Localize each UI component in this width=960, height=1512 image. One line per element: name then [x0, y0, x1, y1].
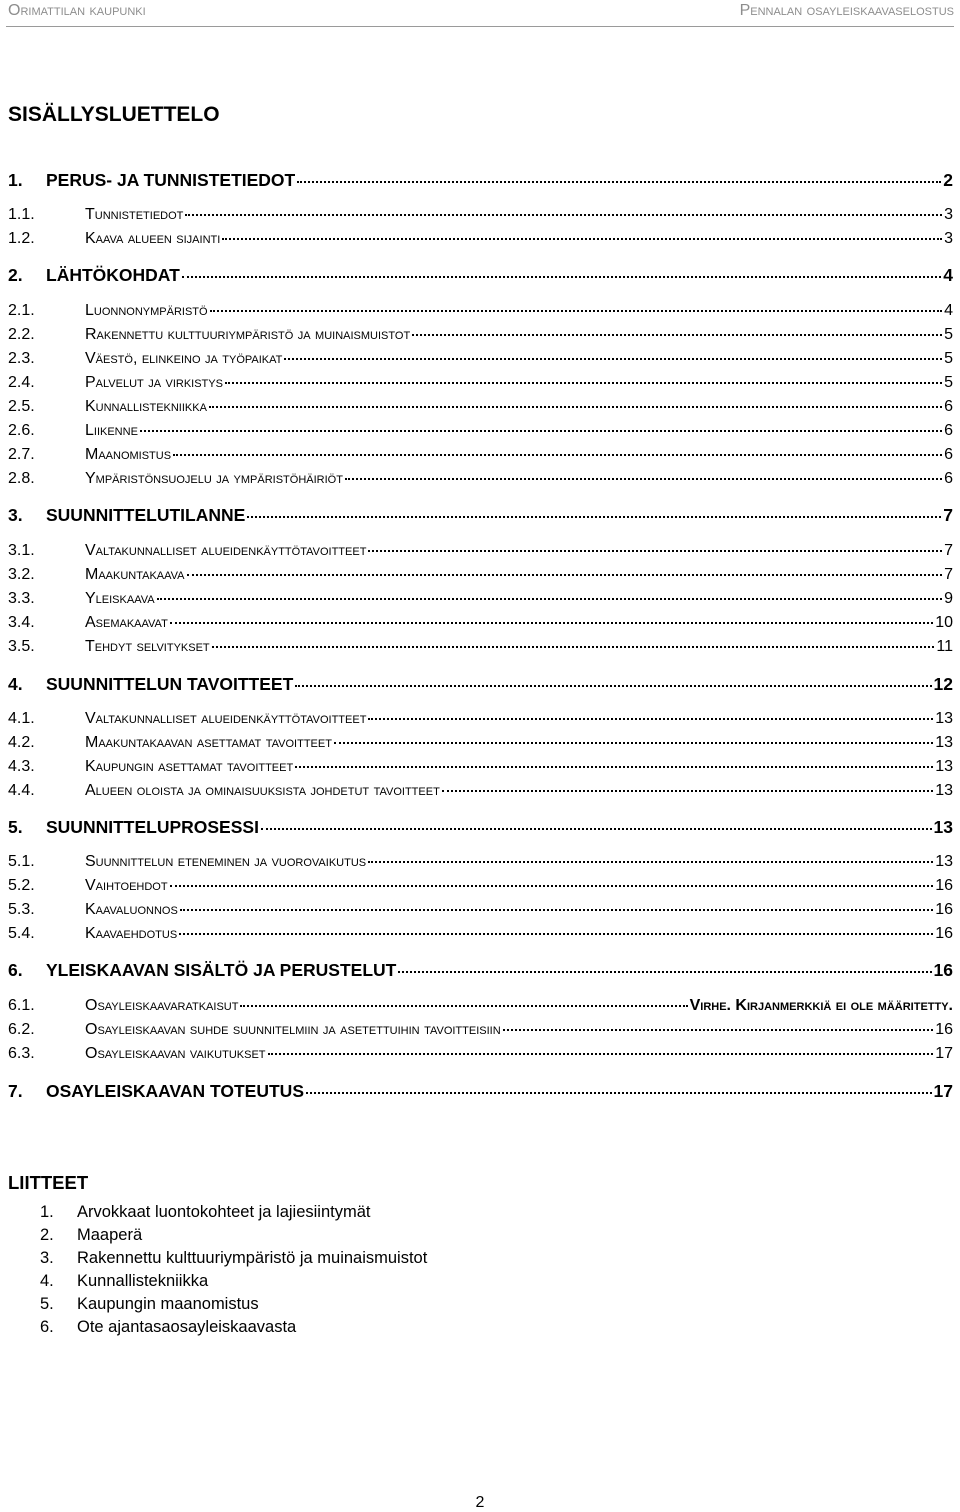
toc-entry-number: 2.2.: [8, 326, 35, 343]
toc-entry-number: 2.5.: [8, 398, 35, 415]
toc-entry-number: 7.: [8, 1081, 23, 1101]
toc-entry[interactable]: [8, 470, 953, 492]
toc-entry-number: 3.2.: [8, 566, 35, 583]
toc-dot-leader: [295, 766, 933, 768]
toc-entry-title: Ympäristönsuojelu ja ympäristöhäiriöt: [85, 470, 343, 487]
toc-entry-page: 17: [933, 1081, 953, 1101]
toc-entry-page: 16: [933, 960, 953, 980]
toc-dot-leader: [225, 382, 942, 384]
toc-entry-page: 17: [935, 1045, 953, 1062]
toc-entry[interactable]: [8, 326, 953, 348]
toc-entry-title: Vaihtoehdot: [85, 877, 168, 894]
toc-entry-number: 1.1.: [8, 206, 35, 223]
toc-entry-number: 4.3.: [8, 758, 35, 775]
toc-entry-number: 4.4.: [8, 782, 35, 799]
toc-entry-number: 5.3.: [8, 901, 35, 918]
toc-entry-number: 4.2.: [8, 734, 35, 751]
toc-dot-leader: [179, 933, 933, 935]
toc-entry-page: 13: [933, 817, 953, 837]
annex-number: 1.: [40, 1203, 54, 1221]
toc-dot-leader: [140, 430, 942, 432]
toc-entry[interactable]: [8, 901, 953, 923]
toc-entry-page: 12: [933, 674, 953, 694]
toc-entry-page: 13: [935, 734, 953, 751]
toc-entry-number: 1.2.: [8, 230, 35, 247]
toc-entry-page: 5: [944, 326, 953, 343]
toc-entry-title: SUUNNITTELUPROSESSI: [46, 817, 259, 837]
toc-entry-page: 9: [944, 590, 953, 607]
toc-entry-number: 5.2.: [8, 877, 35, 894]
toc-dot-leader: [442, 790, 933, 792]
toc-entry-title: Palvelut ja virkistys: [85, 374, 223, 391]
toc-entry[interactable]: [8, 960, 953, 984]
toc-entry[interactable]: [8, 542, 953, 564]
toc-entry-number: 3.1.: [8, 542, 35, 559]
annex-number: 2.: [40, 1226, 54, 1244]
annex-item: [40, 1295, 259, 1314]
toc-entry-title: Kaavaluonnos: [85, 901, 178, 918]
toc-entry-page: 5: [944, 350, 953, 367]
toc-title: SISÄLLYSLUETTELO: [8, 103, 220, 126]
toc-dot-leader: [345, 478, 942, 480]
toc-entry-number: 3.4.: [8, 614, 35, 631]
toc-entry-title: Kunnallistekniikka: [85, 398, 207, 415]
toc-entry-page: 13: [935, 853, 953, 870]
toc-entry-number: 5.4.: [8, 925, 35, 942]
toc-entry-page: 3: [944, 230, 953, 247]
toc-entry[interactable]: [8, 674, 953, 698]
toc-dot-leader: [268, 1053, 934, 1055]
toc-entry[interactable]: [8, 1021, 953, 1043]
toc-entry[interactable]: [8, 1081, 953, 1105]
toc-entry[interactable]: [8, 398, 953, 420]
toc-entry-page: 4: [944, 302, 953, 319]
toc-entry-title: Maakuntakaavan asettamat tavoitteet: [85, 734, 332, 751]
annex-text: Maaperä: [77, 1226, 143, 1244]
annex-number: 6.: [40, 1318, 54, 1336]
toc-entry[interactable]: [8, 590, 953, 612]
toc-entry-number: 6.2.: [8, 1021, 35, 1038]
toc-entry-page: 16: [935, 901, 953, 918]
toc-entry[interactable]: [8, 734, 953, 756]
toc-dot-leader: [295, 685, 931, 687]
toc-dot-leader: [368, 861, 933, 863]
toc-dot-leader: [261, 828, 932, 830]
toc-dot-leader: [210, 310, 943, 312]
toc-entry-page: 6: [944, 398, 953, 415]
toc-entry[interactable]: [8, 302, 953, 324]
toc-entry[interactable]: [8, 877, 953, 899]
page-header: [0, 0, 960, 26]
toc-entry[interactable]: [8, 614, 953, 636]
toc-entry-number: 3.: [8, 505, 23, 525]
toc-entry-title: Luonnonympäristö: [85, 302, 208, 319]
toc-entry-title: Kaava alueen sijainti: [85, 230, 221, 247]
toc-entry[interactable]: [8, 374, 953, 396]
toc-entry[interactable]: [8, 997, 953, 1019]
toc-entry-title: Osayleiskaavan suhde suunnitelmiin ja asetettuihin tavoitteisiin: [85, 1021, 501, 1038]
toc-entry-page: 6: [944, 446, 953, 463]
toc-entry-title: YLEISKAAVAN SISÄLTÖ JA PERUSTELUT: [46, 960, 397, 980]
toc-entry-title: Kaupungin asettamat tavoitteet: [85, 758, 294, 775]
toc-entry[interactable]: [8, 710, 953, 732]
toc-entry-title: Valtakunnalliset alueidenkäyttötavoitteet: [85, 710, 367, 727]
toc-entry-page: 7: [944, 566, 953, 583]
toc-entry-number: 6.1.: [8, 997, 35, 1014]
toc-entry-title: Suunnittelun eteneminen ja vuorovaikutus: [85, 853, 367, 870]
toc-entry-number: 3.3.: [8, 590, 35, 607]
toc-dot-leader: [284, 358, 942, 360]
toc-dot-leader: [503, 1029, 934, 1031]
toc-entry-number: 2.1.: [8, 302, 35, 319]
toc-entry-title: Osayleiskaavan vaikutukset: [85, 1045, 266, 1062]
toc-entry-number: 2.8.: [8, 470, 35, 487]
annex-item: [40, 1203, 371, 1222]
toc-dot-leader: [185, 214, 942, 216]
toc-entry-title: Alueen oloista ja ominaisuuksista johdetut tavoitteet: [85, 782, 440, 799]
annex-number: 4.: [40, 1272, 54, 1290]
annex-item: [40, 1226, 142, 1245]
toc-entry-title: Osayleiskaavaratkaisut: [85, 997, 239, 1014]
toc-entry-page: 7: [943, 505, 953, 525]
toc-dot-leader: [182, 276, 941, 278]
toc-entry[interactable]: [8, 265, 953, 289]
toc-entry-page: 13: [935, 758, 953, 775]
toc-dot-leader: [187, 574, 943, 576]
toc-entry-number: 6.3.: [8, 1045, 35, 1062]
annex-number: 3.: [40, 1249, 54, 1267]
toc-dot-leader: [209, 406, 942, 408]
toc-dot-leader: [170, 622, 933, 624]
annex-text: Ote ajantasaosayleiskaavasta: [77, 1318, 297, 1336]
toc-entry-title: Valtakunnalliset alueidenkäyttötavoitteet: [85, 542, 367, 559]
toc-entry-title: Liikenne: [85, 422, 138, 439]
toc-entry[interactable]: [8, 758, 953, 780]
toc-entry-title: SUUNNITTELUTILANNE: [46, 505, 246, 525]
toc-entry-title: Asemakaavat: [85, 614, 168, 631]
toc-entry-page: 13: [935, 710, 953, 727]
toc-entry-page: 10: [935, 614, 953, 631]
toc-dot-leader: [173, 454, 942, 456]
annex-item: [40, 1318, 296, 1337]
toc-entry-number: 4.1.: [8, 710, 35, 727]
toc-dot-leader: [157, 598, 943, 600]
toc-entry-title: LÄHTÖKOHDAT: [46, 265, 180, 285]
toc-entry[interactable]: [8, 817, 953, 841]
toc-dot-leader: [398, 971, 931, 973]
toc-entry-number: 5.: [8, 817, 23, 837]
toc-entry-number: 2.3.: [8, 350, 35, 367]
toc-dot-leader: [334, 742, 933, 744]
toc-entry-page: 16: [935, 925, 953, 942]
annex-item: [40, 1272, 208, 1291]
toc-dot-leader: [170, 885, 934, 887]
toc-entry-page: 16: [935, 877, 953, 894]
toc-entry-page: 5: [944, 374, 953, 391]
toc-entry-title: Rakennettu kulttuuriympäristö ja muinaismuistot: [85, 326, 411, 343]
toc-entry-title: SUUNNITTELUN TAVOITTEET: [46, 674, 294, 694]
annex-number: 5.: [40, 1295, 54, 1313]
toc-entry-page: 16: [935, 1021, 953, 1038]
toc-entry-number: 2.4.: [8, 374, 35, 391]
page-number: 2: [475, 1494, 485, 1511]
header-document-name: Pennalan osayleiskaavaselostus: [739, 2, 954, 19]
toc-entry-title: Maanomistus: [85, 446, 172, 463]
toc-entry-title: Maakuntakaava: [85, 566, 185, 583]
toc-entry-title: Tunnistetiedot: [85, 206, 184, 223]
toc-entry[interactable]: [8, 170, 953, 194]
toc-entry-page: 6: [944, 422, 953, 439]
toc-entry-title: Väestö, elinkeino ja työpaikat: [85, 350, 283, 367]
annex-text: Kaupungin maanomistus: [77, 1295, 259, 1313]
toc-entry-page: 4: [943, 265, 953, 285]
toc-entry[interactable]: [8, 422, 953, 444]
toc-entry-title: Tehdyt selvitykset: [85, 638, 210, 655]
toc-entry-number: 2.6.: [8, 422, 35, 439]
annex-item: [40, 1249, 427, 1268]
toc-entry-page: 7: [944, 542, 953, 559]
toc-entry[interactable]: [8, 566, 953, 588]
toc-dot-leader: [212, 646, 935, 648]
toc-dot-leader: [247, 516, 941, 518]
toc-entry[interactable]: [8, 505, 953, 529]
toc-entry[interactable]: [8, 853, 953, 875]
toc-entry[interactable]: [8, 1045, 953, 1067]
toc-entry-number: 3.5.: [8, 638, 35, 655]
toc-entry-title: OSAYLEISKAAVAN TOTEUTUS: [46, 1081, 304, 1101]
toc-entry[interactable]: [8, 230, 953, 252]
toc-dot-leader: [240, 1005, 687, 1007]
annex-text: Kunnallistekniikka: [77, 1272, 209, 1290]
annex-text: Rakennettu kulttuuriympäristö ja muinaismuistot: [77, 1249, 428, 1267]
toc-entry-title: PERUS- JA TUNNISTETIEDOT: [46, 170, 296, 190]
toc-dot-leader: [180, 909, 933, 911]
toc-entry-number: 1.: [8, 170, 23, 190]
toc-entry-page: 3: [944, 206, 953, 223]
toc-entry[interactable]: [8, 350, 953, 372]
toc-entry[interactable]: [8, 206, 953, 228]
toc-dot-leader: [368, 718, 933, 720]
header-organization: Orimattilan kaupunki: [8, 2, 146, 19]
toc-bookmark-error: Virhe. Kirjanmerkkiä ei ole määritetty.: [689, 997, 953, 1014]
toc-entry-page: 6: [944, 470, 953, 487]
toc-entry-number: 6.: [8, 960, 23, 980]
toc-entry-number: 5.1.: [8, 853, 35, 870]
toc-entry-number: 2.7.: [8, 446, 35, 463]
toc-entry[interactable]: [8, 446, 953, 468]
header-divider: [6, 26, 954, 27]
toc-entry[interactable]: [8, 638, 953, 660]
toc-entry[interactable]: [8, 782, 953, 804]
toc-dot-leader: [412, 334, 942, 336]
toc-dot-leader: [368, 550, 942, 552]
toc-entry-page: 13: [935, 782, 953, 799]
toc-entry-title: Kaavaehdotus: [85, 925, 178, 942]
toc-entry-title: Yleiskaava: [85, 590, 155, 607]
toc-entry-page: 11: [936, 638, 953, 655]
toc-dot-leader: [297, 181, 941, 183]
toc-dot-leader: [222, 238, 942, 240]
annex-text: Arvokkaat luontokohteet ja lajiesiintymät: [77, 1203, 371, 1221]
toc-entry-page: 2: [943, 170, 953, 190]
toc-entry-number: 4.: [8, 674, 23, 694]
toc-dot-leader: [306, 1092, 932, 1094]
annex-title: LIITTEET: [8, 1172, 89, 1193]
toc-entry-number: 2.: [8, 265, 23, 285]
toc-entry[interactable]: [8, 925, 953, 947]
